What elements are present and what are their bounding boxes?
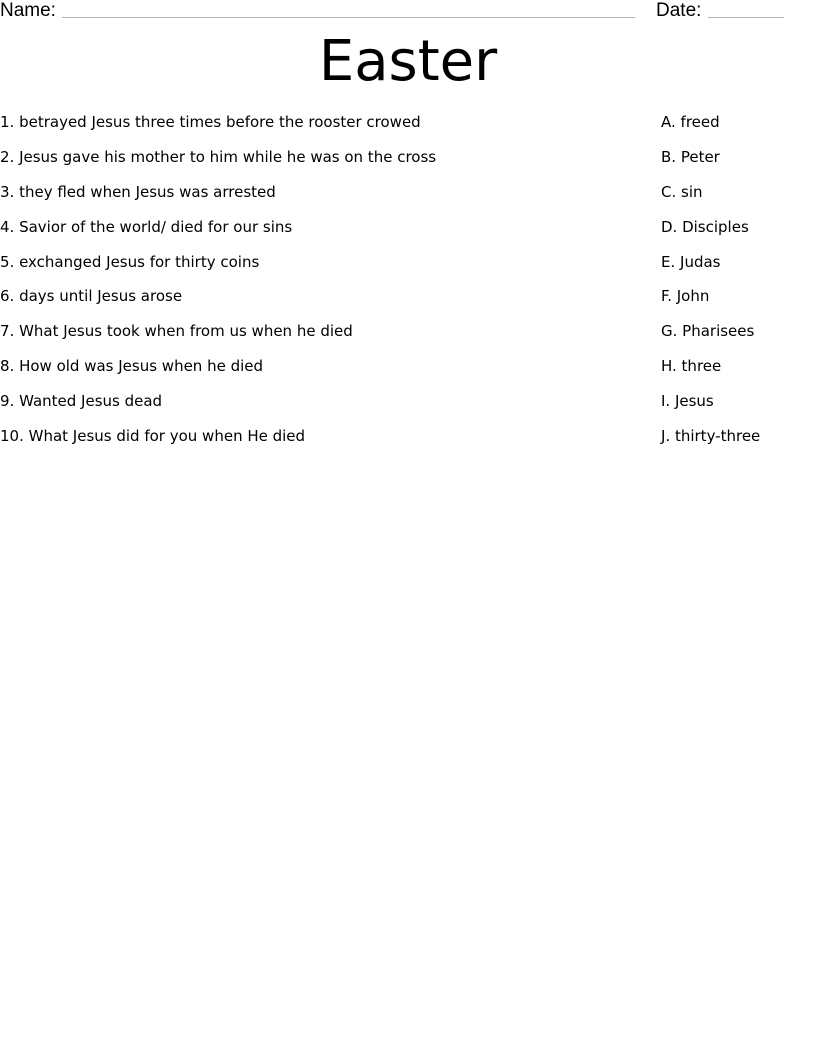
date-field-line	[708, 17, 784, 18]
clue-item: 1. betrayed Jesus three times before the rooster crowed	[0, 113, 421, 131]
header	[0, 0, 816, 24]
answer-list	[661, 110, 811, 459]
clue-item: 8. How old was Jesus when he died	[0, 357, 264, 376]
answer-item: H. three	[661, 357, 722, 376]
answer-item: J. thirty-three	[661, 427, 761, 446]
clue-item: 9. Wanted Jesus dead	[0, 392, 163, 411]
answer-item: G. Pharisees	[661, 322, 755, 341]
clue-item: 2. Jesus gave his mother to him while he was on the cross	[0, 147, 437, 166]
clue-item: 5. exchanged Jesus for thirty coins	[0, 252, 260, 271]
name-label: Name:	[0, 0, 56, 21]
clue-item: 4. Savior of the world/ died for our sins	[0, 217, 293, 236]
clue-item: 6. days until Jesus arose	[0, 287, 183, 306]
clue-item: 3. they fled when Jesus was arrested	[0, 182, 276, 201]
date-label: Date:	[656, 0, 702, 21]
answer-item: C. sin	[661, 182, 703, 201]
clue-item: 7. What Jesus took when from us when he died	[0, 322, 353, 341]
answer-item: F. John	[661, 287, 710, 306]
page-title: Easter	[318, 29, 498, 94]
answer-item: B. Peter	[661, 147, 720, 166]
answer-item: E. Judas	[661, 252, 721, 271]
answer-item: A. freed	[661, 113, 720, 131]
clue-list	[0, 110, 640, 459]
name-field-line	[62, 17, 635, 18]
answer-item: D. Disciples	[661, 217, 749, 236]
clue-item: 10. What Jesus did for you when He died	[0, 427, 306, 446]
answer-item: I. Jesus	[661, 392, 714, 411]
